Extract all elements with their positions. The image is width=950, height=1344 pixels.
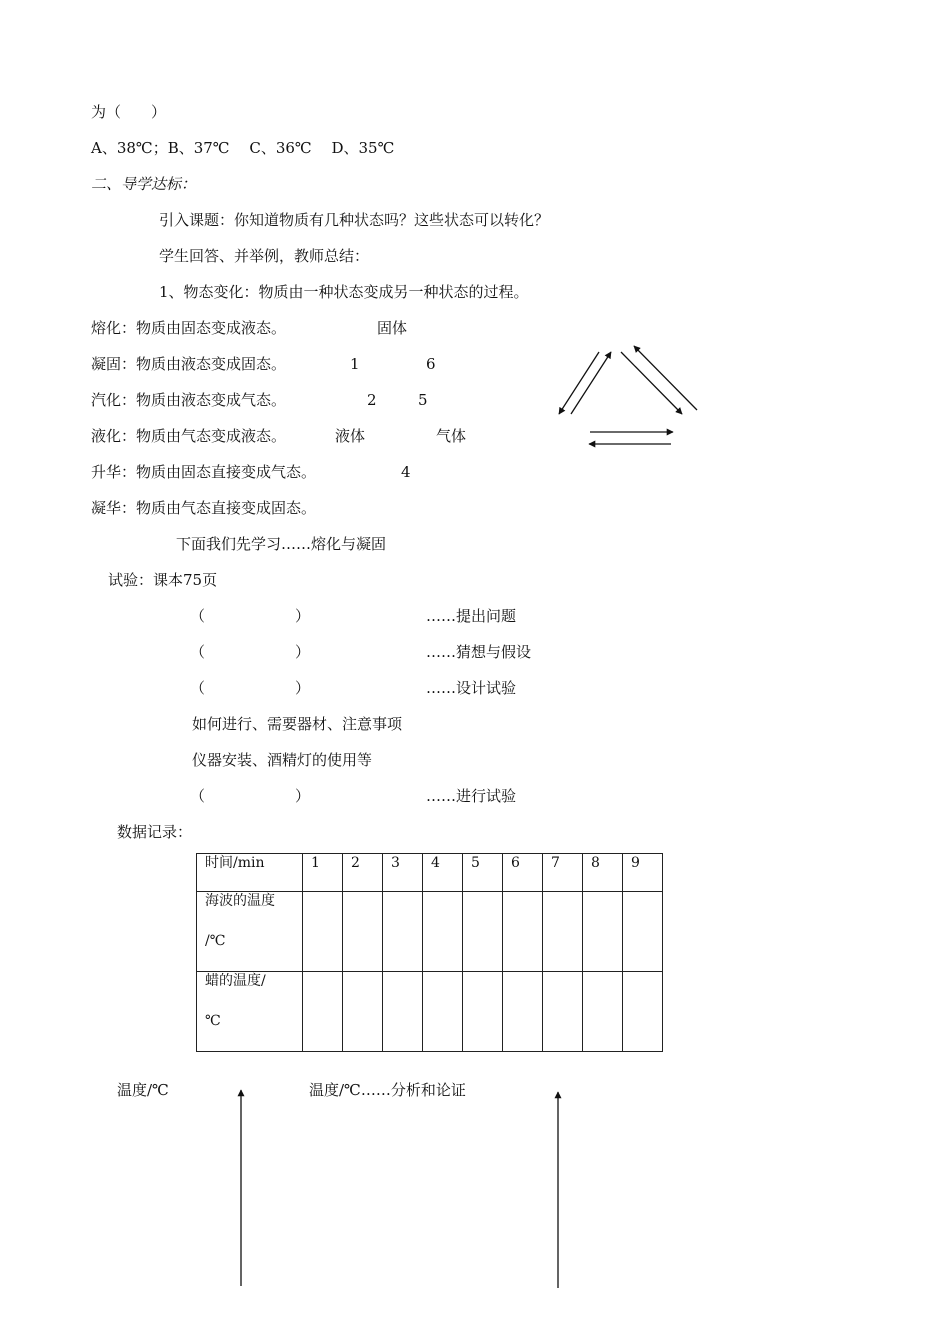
header-minute: 3: [383, 854, 423, 892]
header-minute: 7: [543, 854, 583, 892]
row-label-line: /℃: [205, 933, 226, 949]
transition-text: 下面我们先学习……熔化与凝固: [176, 535, 387, 553]
header-minute: 9: [623, 854, 663, 892]
step-stage-design: ……设计试验: [426, 679, 517, 697]
row-label-line: ℃: [205, 1013, 221, 1029]
step-stage-question: ……提出问题: [426, 607, 517, 625]
step-stage-conduct: ……进行试验: [426, 787, 517, 805]
header-time-label: 时间/min: [197, 854, 303, 892]
question-options: A、38℃；B、37℃ C、36℃ D、35℃: [91, 139, 395, 157]
arrow-gas-to-solid: [634, 346, 697, 410]
arrow-solid-to-liquid: [559, 352, 599, 414]
section-heading: 二、导学达标：: [91, 175, 197, 193]
step-blank: （ ）: [190, 679, 311, 697]
experiment-note: 仪器安装、酒精灯的使用等: [192, 751, 373, 769]
header-minute: 2: [343, 854, 383, 892]
change-solidification: 凝固：物质由液态变成固态。: [91, 355, 287, 373]
row-label-line: 海波的温度: [205, 893, 275, 909]
intro-student: 学生回答、并举例，教师总结：: [159, 247, 370, 265]
row-label-line: 蜡的温度/: [205, 973, 266, 989]
intro-definition: 1、物态变化：物质由一种状态变成另一种状态的过程。: [159, 283, 529, 301]
state-liquid-label: 液体: [335, 427, 366, 445]
step-blank: （ ）: [190, 643, 311, 661]
arrow-number-5: 5: [418, 391, 428, 409]
step-blank: （ ）: [190, 787, 311, 805]
arrow-number-6: 6: [426, 355, 436, 373]
header-minute: 6: [503, 854, 543, 892]
intro-topic: 引入课题：你知道物质有几种状态吗？这些状态可以转化？: [159, 211, 550, 229]
experiment-note: 如何进行、需要器材、注意事项: [192, 715, 403, 733]
data-record-label: 数据记录：: [117, 823, 193, 841]
left-graph-axis-label: 温度/℃: [117, 1081, 169, 1099]
change-sublimation: 升华：物质由固态直接变成气态。: [91, 463, 317, 481]
arrow-number-1: 1: [350, 355, 360, 373]
header-minute: 4: [423, 854, 463, 892]
change-vaporization: 汽化：物质由液态变成气态。: [91, 391, 287, 409]
right-graph-axis-label: 温度/℃……分析和论证: [309, 1081, 466, 1099]
header-minute: 8: [583, 854, 623, 892]
arrow-number-4: 4: [401, 463, 411, 481]
state-solid-label: 固体: [377, 319, 408, 337]
arrow-liquid-to-solid: [571, 352, 611, 414]
arrow-number-2: 2: [367, 391, 377, 409]
state-gas-label: 气体: [436, 427, 467, 445]
change-liquefaction: 液化：物质由气态变成液态。: [91, 427, 287, 445]
experiment-label: 试验：课本75页: [108, 571, 218, 589]
header-minute: 1: [303, 854, 343, 892]
step-blank: （ ）: [190, 607, 311, 625]
step-stage-hypothesis: ……猜想与假设: [426, 643, 532, 661]
question-stem: 为（ ）: [91, 103, 167, 121]
change-deposition: 凝华：物质由气态直接变成固态。: [91, 499, 317, 517]
change-melting: 熔化：物质由固态变成液态。: [91, 319, 287, 337]
arrow-solid-to-gas: [621, 352, 682, 414]
header-minute: 5: [463, 854, 503, 892]
